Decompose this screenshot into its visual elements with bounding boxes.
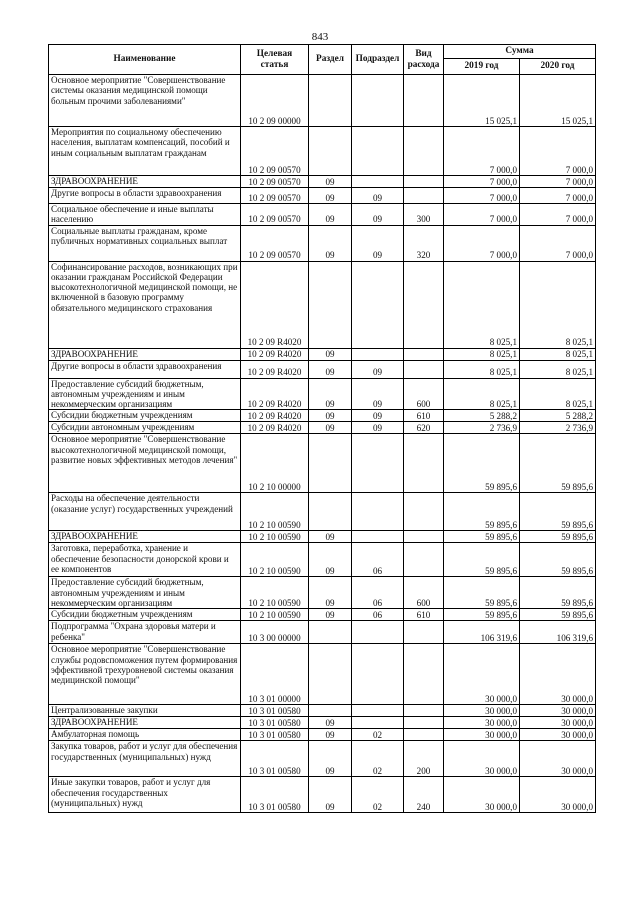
- row-expense-type: [404, 543, 444, 577]
- row-code: 10 3 01 00580: [241, 705, 309, 717]
- row-expense-type: 300: [404, 204, 444, 226]
- row-amount-2020: 8 025,1: [520, 261, 596, 348]
- row-amount-2019: 59 895,6: [444, 434, 520, 493]
- row-section: 09: [309, 176, 352, 188]
- row-name: Иные закупки товаров, работ и услуг для обеспечения государственных (муниципальных) нужд: [49, 777, 241, 813]
- row-amount-2019: 7 000,0: [444, 188, 520, 204]
- header-expense-type: Вид расхода: [404, 45, 444, 75]
- row-section: [309, 705, 352, 717]
- table-row: [49, 225, 596, 261]
- row-name: Субсидии бюджетным учреждениям: [49, 609, 241, 621]
- row-subsection: [352, 348, 404, 360]
- row-subsection: [352, 261, 404, 348]
- header-name: Наименование: [49, 45, 241, 75]
- row-subsection: 09: [352, 225, 404, 261]
- row-code: 10 2 09 R4020: [241, 378, 309, 410]
- row-subsection: [352, 75, 404, 127]
- row-subsection: 09: [352, 410, 404, 422]
- header-subsection: Подраздел: [352, 45, 404, 75]
- row-section: 09: [309, 360, 352, 378]
- row-section: 09: [309, 225, 352, 261]
- row-code: 10 3 01 00580: [241, 741, 309, 777]
- row-amount-2019: 59 895,6: [444, 531, 520, 543]
- row-expense-type: 610: [404, 410, 444, 422]
- header-2020: 2020 год: [520, 59, 596, 75]
- row-amount-2020: 8 025,1: [520, 348, 596, 360]
- row-amount-2019: 30 000,0: [444, 717, 520, 729]
- row-expense-type: 600: [404, 378, 444, 410]
- table-row: [49, 422, 596, 434]
- row-amount-2020: 106 319,6: [520, 621, 596, 644]
- row-name: ЗДРАВООХРАНЕНИЕ: [49, 176, 241, 188]
- row-amount-2019: 30 000,0: [444, 777, 520, 813]
- header-2019: 2019 год: [444, 59, 520, 75]
- row-name: Централизованные закупки: [49, 705, 241, 717]
- row-expense-type: [404, 493, 444, 531]
- row-amount-2019: 7 000,0: [444, 127, 520, 176]
- row-name: Субсидии бюджетным учреждениям: [49, 410, 241, 422]
- row-code: 10 2 09 00570: [241, 204, 309, 226]
- row-name: Основное мероприятие "Совершенствование системы оказания медицинской помощи больным прочими заболеваниями": [49, 75, 241, 127]
- table-row: [49, 410, 596, 422]
- row-code: 10 2 10 00590: [241, 531, 309, 543]
- row-name: Другие вопросы в области здравоохранения: [49, 188, 241, 204]
- row-amount-2019: 59 895,6: [444, 609, 520, 621]
- table-row: [49, 729, 596, 741]
- row-name: ЗДРАВООХРАНЕНИЕ: [49, 348, 241, 360]
- row-section: [309, 621, 352, 644]
- row-code: 10 3 00 00000: [241, 621, 309, 644]
- row-subsection: [352, 127, 404, 176]
- row-section: 09: [309, 543, 352, 577]
- row-amount-2020: 15 025,1: [520, 75, 596, 127]
- row-subsection: 02: [352, 741, 404, 777]
- row-section: [309, 434, 352, 493]
- row-amount-2020: 7 000,0: [520, 188, 596, 204]
- row-amount-2020: 8 025,1: [520, 378, 596, 410]
- row-amount-2019: 5 288,2: [444, 410, 520, 422]
- row-code: 10 3 01 00000: [241, 644, 309, 705]
- header-sum: Сумма: [444, 45, 596, 59]
- row-expense-type: [404, 348, 444, 360]
- row-expense-type: [404, 127, 444, 176]
- table-row: [49, 777, 596, 813]
- row-section: [309, 644, 352, 705]
- row-code: 10 2 09 00570: [241, 176, 309, 188]
- row-expense-type: [404, 176, 444, 188]
- row-subsection: 06: [352, 577, 404, 609]
- table-row: [49, 127, 596, 176]
- table-row: [49, 360, 596, 378]
- row-section: [309, 75, 352, 127]
- row-amount-2020: 30 000,0: [520, 644, 596, 705]
- table-row: [49, 543, 596, 577]
- row-name: ЗДРАВООХРАНЕНИЕ: [49, 717, 241, 729]
- row-section: [309, 261, 352, 348]
- row-amount-2020: 7 000,0: [520, 176, 596, 188]
- row-amount-2020: 7 000,0: [520, 127, 596, 176]
- table-row: [49, 577, 596, 609]
- row-amount-2020: 30 000,0: [520, 741, 596, 777]
- row-code: 10 2 10 00590: [241, 493, 309, 531]
- row-section: 09: [309, 422, 352, 434]
- row-code: 10 2 10 00590: [241, 577, 309, 609]
- row-code: 10 3 01 00580: [241, 777, 309, 813]
- row-name: Амбулаторная помощь: [49, 729, 241, 741]
- row-expense-type: [404, 644, 444, 705]
- header-section: Раздел: [309, 45, 352, 75]
- row-subsection: [352, 493, 404, 531]
- row-section: 09: [309, 741, 352, 777]
- row-amount-2019: 30 000,0: [444, 729, 520, 741]
- table-row: [49, 348, 596, 360]
- row-code: 10 2 09 R4020: [241, 348, 309, 360]
- table-row: [49, 717, 596, 729]
- row-name: Социальные выплаты гражданам, кроме публичных нормативных социальных выплат: [49, 225, 241, 261]
- row-expense-type: 620: [404, 422, 444, 434]
- row-subsection: 09: [352, 204, 404, 226]
- row-expense-type: [404, 188, 444, 204]
- row-expense-type: 200: [404, 741, 444, 777]
- row-amount-2019: 59 895,6: [444, 577, 520, 609]
- row-code: 10 2 10 00590: [241, 543, 309, 577]
- table-row: [49, 609, 596, 621]
- row-name: Социальное обеспечение и иные выплаты населению: [49, 204, 241, 226]
- row-amount-2019: 2 736,9: [444, 422, 520, 434]
- row-section: 09: [309, 188, 352, 204]
- row-expense-type: 600: [404, 577, 444, 609]
- row-amount-2019: 8 025,1: [444, 261, 520, 348]
- table-row: [49, 188, 596, 204]
- row-section: 09: [309, 777, 352, 813]
- row-expense-type: 610: [404, 609, 444, 621]
- row-expense-type: [404, 75, 444, 127]
- row-code: 10 2 09 00570: [241, 225, 309, 261]
- row-amount-2020: 5 288,2: [520, 410, 596, 422]
- row-subsection: 06: [352, 543, 404, 577]
- row-name: Предоставление субсидий бюджетным, автономным учреждениям и иным некоммерческим организациям: [49, 577, 241, 609]
- row-subsection: 02: [352, 777, 404, 813]
- row-expense-type: [404, 729, 444, 741]
- row-amount-2019: 8 025,1: [444, 378, 520, 410]
- table-row: [49, 705, 596, 717]
- row-name: Закупка товаров, работ и услуг для обеспечения государственных (муниципальных) нужд: [49, 741, 241, 777]
- row-code: 10 2 10 00000: [241, 434, 309, 493]
- row-amount-2020: 7 000,0: [520, 204, 596, 226]
- row-amount-2020: 30 000,0: [520, 717, 596, 729]
- table-row: [49, 621, 596, 644]
- table-row: [49, 531, 596, 543]
- row-expense-type: [404, 360, 444, 378]
- row-amount-2019: 8 025,1: [444, 360, 520, 378]
- row-code: 10 2 10 00590: [241, 609, 309, 621]
- row-name: Заготовка, переработка, хранение и обеспечение безопасности донорской крови и ее компонентов: [49, 543, 241, 577]
- row-amount-2020: 7 000,0: [520, 225, 596, 261]
- row-amount-2019: 106 319,6: [444, 621, 520, 644]
- table-row: [49, 644, 596, 705]
- table-row: [49, 261, 596, 348]
- row-expense-type: 320: [404, 225, 444, 261]
- table-row: [49, 434, 596, 493]
- row-amount-2020: 59 895,6: [520, 577, 596, 609]
- row-section: 09: [309, 531, 352, 543]
- row-name: Софинансирование расходов, возникающих при оказании гражданам Российской Федерации высокотехнологичной медицинской помощи, не включенной в базовую программу обязательного медицинского страхования: [49, 261, 241, 348]
- row-expense-type: [404, 261, 444, 348]
- row-code: 10 2 09 R4020: [241, 261, 309, 348]
- table-body: [49, 75, 596, 813]
- row-expense-type: [404, 621, 444, 644]
- row-section: 09: [309, 729, 352, 741]
- row-amount-2020: 59 895,6: [520, 531, 596, 543]
- row-amount-2019: 30 000,0: [444, 644, 520, 705]
- row-name: Мероприятия по социальному обеспечению населения, выплатам компенсаций, пособий и иным социальным выплатам гражданам: [49, 127, 241, 176]
- row-section: [309, 127, 352, 176]
- row-subsection: [352, 621, 404, 644]
- row-subsection: 09: [352, 188, 404, 204]
- row-section: 09: [309, 348, 352, 360]
- row-amount-2019: 8 025,1: [444, 348, 520, 360]
- row-code: 10 2 09 R4020: [241, 410, 309, 422]
- row-subsection: 09: [352, 422, 404, 434]
- row-name: Основное мероприятие "Совершенствование службы родовспоможения путем формирования эффективной трехуровневой системы оказания медицинской помощи": [49, 644, 241, 705]
- row-amount-2019: 7 000,0: [444, 176, 520, 188]
- row-amount-2020: 2 736,9: [520, 422, 596, 434]
- row-subsection: [352, 176, 404, 188]
- row-subsection: 06: [352, 609, 404, 621]
- row-code: 10 3 01 00580: [241, 717, 309, 729]
- row-amount-2019: 30 000,0: [444, 741, 520, 777]
- row-code: 10 2 09 00570: [241, 188, 309, 204]
- row-section: [309, 493, 352, 531]
- table-row: [49, 741, 596, 777]
- row-code: 10 3 01 00580: [241, 729, 309, 741]
- row-amount-2019: 30 000,0: [444, 705, 520, 717]
- row-amount-2020: 59 895,6: [520, 434, 596, 493]
- row-subsection: 02: [352, 729, 404, 741]
- row-expense-type: [404, 705, 444, 717]
- row-amount-2020: 30 000,0: [520, 705, 596, 717]
- row-section: 09: [309, 410, 352, 422]
- row-amount-2020: 59 895,6: [520, 609, 596, 621]
- row-name: Подпрограмма "Охрана здоровья матери и ребенка": [49, 621, 241, 644]
- row-section: 09: [309, 204, 352, 226]
- budget-table: [48, 44, 596, 813]
- header-code: Целевая статья: [241, 45, 309, 75]
- row-amount-2019: 59 895,6: [444, 493, 520, 531]
- row-section: 09: [309, 717, 352, 729]
- table-row: [49, 176, 596, 188]
- row-name: Расходы на обеспечение деятельности (оказание услуг) государственных учреждений: [49, 493, 241, 531]
- row-code: 10 2 09 R4020: [241, 422, 309, 434]
- row-expense-type: [404, 434, 444, 493]
- row-subsection: 09: [352, 378, 404, 410]
- table-row: [49, 493, 596, 531]
- row-code: 10 2 09 R4020: [241, 360, 309, 378]
- row-subsection: 09: [352, 360, 404, 378]
- row-amount-2020: 30 000,0: [520, 777, 596, 813]
- row-subsection: [352, 434, 404, 493]
- row-section: 09: [309, 609, 352, 621]
- row-expense-type: [404, 717, 444, 729]
- row-subsection: [352, 644, 404, 705]
- table-row: [49, 75, 596, 127]
- row-section: 09: [309, 577, 352, 609]
- row-code: 10 2 09 00000: [241, 75, 309, 127]
- row-name: ЗДРАВООХРАНЕНИЕ: [49, 531, 241, 543]
- row-amount-2019: 7 000,0: [444, 225, 520, 261]
- row-amount-2020: 59 895,6: [520, 543, 596, 577]
- row-amount-2020: 30 000,0: [520, 729, 596, 741]
- row-subsection: [352, 717, 404, 729]
- row-name: Предоставление субсидий бюджетным, автономным учреждениям и иным некоммерческим организациям: [49, 378, 241, 410]
- row-name: Субсидии автономным учреждениям: [49, 422, 241, 434]
- row-amount-2020: 8 025,1: [520, 360, 596, 378]
- table-row: [49, 378, 596, 410]
- row-section: 09: [309, 378, 352, 410]
- row-subsection: [352, 705, 404, 717]
- row-code: 10 2 09 00570: [241, 127, 309, 176]
- row-name: Другие вопросы в области здравоохранения: [49, 360, 241, 378]
- table-row: [49, 204, 596, 226]
- row-amount-2019: 7 000,0: [444, 204, 520, 226]
- row-amount-2020: 59 895,6: [520, 493, 596, 531]
- row-expense-type: [404, 531, 444, 543]
- table-header: [49, 45, 596, 75]
- row-name: Основное мероприятие "Совершенствование высокотехнологичной медицинской помощи, развитие новых эффективных методов лечения": [49, 434, 241, 493]
- row-expense-type: 240: [404, 777, 444, 813]
- row-amount-2019: 59 895,6: [444, 543, 520, 577]
- row-subsection: [352, 531, 404, 543]
- page-number: 843: [311, 31, 329, 43]
- row-amount-2019: 15 025,1: [444, 75, 520, 127]
